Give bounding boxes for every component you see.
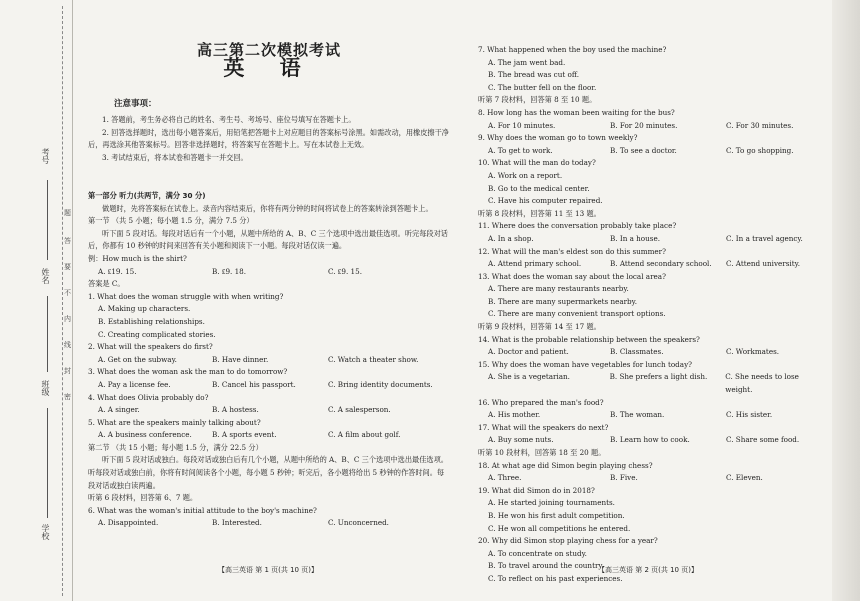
page-edge-shadow [832,0,860,601]
page-footer: 【高三英语 第 2 页(共 10 页)】 [598,566,698,574]
binding-strip [0,0,73,601]
example-options [88,266,450,279]
page-1 [88,0,450,601]
option: C. Workmates. [726,347,780,357]
option: A. To concentrate on study. [488,548,587,558]
option: B. Establishing relationships. [98,316,205,326]
options-row [478,346,828,359]
option: A. Three. [488,473,522,483]
options-row [88,429,450,442]
option: B. She prefers a light dish. [609,372,708,382]
question: 4. What does Olivia probably do? [88,392,209,402]
fold-char: 要 [64,263,71,271]
question: 8. How long has the woman been waiting for the bus? [478,107,675,117]
option: A. For 10 minutes. [488,120,556,130]
question: 听第 9 段材料，回答第 14 至 17 题。 [478,322,601,332]
option: A. A business conference. [98,430,192,440]
question: 19. What did Simon do in 2018? [478,485,595,495]
option: B. A hostess. [212,405,259,415]
option: C. He won all competitions he entered. [488,523,631,533]
option: C. Watch a theater show. [328,354,419,364]
question: 3. What does the woman ask the man to do tomorrow? [88,367,288,377]
candidate-number-line [47,180,48,260]
options-row [478,472,828,485]
option: B. The bread was cut off. [488,70,579,80]
note-item: 1. 答题前，考生务必将自己的姓名、考生号、考场号、座位号填写在答题卡上。 [102,115,356,124]
options-row [478,371,828,396]
options-row [88,379,450,392]
example-answer: 答案是 C。 [88,279,125,289]
option: B. To travel around the country. [488,561,604,571]
option: A. To get to work. [488,145,553,155]
option: B. For 20 minutes. [610,120,678,130]
option: C. Share some food. [726,435,800,445]
option: C. A film about golf. [328,430,401,440]
section1-heading: 第一节 （共 5 小题；每小题 1.5 分，满分 7.5 分） [88,216,254,226]
option: C. She needs to lose weight. [725,372,799,395]
option: A. She is a vegetarian. [488,372,570,382]
option: B. Learn how to cook. [610,435,690,445]
note-item: 2. 回答选择题时，选出每小题答案后，用铅笔把答题卡上对应题目的答案标号涂黑。如需改动，用橡皮擦干净后，再选涂其他答案标号。回答非选择题时，将答案写在答题卡上。写在本试卷上无效。 [88,127,449,150]
note-item: 3. 考试结束后，将本试卷和答题卡一并交回。 [102,152,248,162]
question: 13. What does the woman say about the local area? [478,271,666,281]
option: B. Five. [610,473,638,483]
option: B. In a house. [610,233,660,243]
option: A. Get on the subway. [98,354,177,364]
option: A. Attend primary school. [488,259,582,269]
option: A. There are many restaurants nearby. [488,284,629,294]
option: C. The butter fell on the floor. [488,82,597,92]
option: A. A singer. [98,405,140,415]
options-row [478,409,828,422]
option: B. The woman. [610,410,665,420]
options-row [478,120,828,133]
option: C. In a travel agency. [726,233,803,243]
question: 听第 8 段材料，回答第 11 至 13 题。 [478,208,601,218]
option: C. Bring identity documents. [328,379,433,389]
option: B. Go to the medical center. [488,183,590,193]
question: 2. What will the speakers do first? [88,342,213,352]
subject-title: 英 语 [223,56,315,80]
question: 12. What will the man's eldest son do this summer? [478,246,666,256]
fold-char: 封 [64,367,71,375]
option: B. Interested. [212,518,262,528]
option: C. His sister. [726,410,773,420]
label-name: 姓名 [41,268,50,284]
option: B. A sports event. [212,430,277,440]
question: 15. Why does the woman have vegetables for lunch today? [478,359,692,369]
fold-char: 不 [64,289,71,297]
fold-line [62,6,63,596]
option: B. Classmates. [610,347,664,357]
option: A. Doctor and patient. [488,347,569,357]
option: C. Eleven. [726,473,763,483]
option: B. There are many supermarkets nearby. [488,296,638,306]
label-school: 学校 [41,524,50,540]
right-question-list [478,44,828,586]
exam-title: 高三第二次模拟考试 [196,41,341,59]
option: A. Buy some nuts. [488,435,554,445]
option: B. Attend secondary school. [610,259,712,269]
options-row [88,354,450,367]
fold-char: 答 [64,237,71,245]
option: B. Cancel his passport. [212,379,296,389]
part1-intro: 做题时，先将答案标在试卷上。录音内容结束后，你将有两分钟的时间将试卷上的答案转涂到答题卡上。 [102,203,433,213]
option: C. For 30 minutes. [726,120,794,130]
question: 9. Why does the woman go to town weekly? [478,133,638,143]
option: C. Creating complicated stories. [98,329,216,339]
fold-char: 内 [64,315,71,323]
part1-heading: 第一部分 听力(共两节，满分 30 分) [88,191,206,200]
fold-char: 线 [64,341,71,349]
option: A. In a shop. [488,233,534,243]
options-row [88,517,450,530]
option: B. Have dinner. [212,354,269,364]
question: 10. What will the man do today? [478,158,596,168]
question: 5. What are the speakers mainly talking about? [88,417,261,427]
section2-heading: 第二节 （共 15 小题；每小题 1.5 分，满分 22.5 分） [88,442,263,452]
notes-heading: 注意事项： [114,99,157,109]
options-row [478,233,828,246]
options-row [478,434,828,447]
option: A. The jam went bad. [488,57,566,67]
option: A. Work on a report. [488,170,563,180]
example-question: 例：How much is the shirt? [88,253,187,263]
question: 7. What happened when the boy used the machine? [478,45,667,54]
option: C. Attend university. [726,259,800,269]
option: A. Making up characters. [98,304,191,314]
page-2 [478,0,828,601]
question: 14. What is the probable relationship between the speakers? [478,334,700,344]
option: B. To see a doctor. [610,145,677,155]
label-class: 班级 [41,380,50,396]
notes-list [88,114,450,164]
options-row [478,258,828,271]
section1-intro: 听下面 5 段对话。每段对话后有一个小题，从题中所给的 A、B、C 三个选项中选出最佳选项。听完每段对话后，你都有 10 秒钟的时间来回答有关小题和阅读下一小题。每段对话仅读一遍。 [88,228,448,251]
option: A. He started joining tournaments. [488,498,615,508]
question: 11. Where does the conversation probably take place? [478,221,677,231]
question: 16. Who prepared the man's food? [478,397,604,407]
option: C. To go shopping. [726,145,794,155]
label-candidate-number: 考号 [41,148,50,164]
option: B. ₤9. 18. [212,266,247,276]
option: C. Unconcerned. [328,518,389,528]
option: A. His mother. [488,410,541,420]
class-line [47,408,48,518]
question: 18. At what age did Simon begin playing chess? [478,460,653,470]
option: C. A salesperson. [328,405,391,415]
option: B. He won his first adult competition. [488,510,625,520]
name-line [47,296,48,372]
question: 20. Why did Simon stop playing chess for a year? [478,536,658,546]
option: A. Pay a license fee. [98,379,171,389]
part1-block [88,190,450,530]
question: 听第 7 段材料，回答第 8 至 10 题。 [478,95,597,105]
option: A. Disappointed. [98,518,159,528]
question: 6. What was the woman's initial attitude to the boy's machine? [88,505,317,515]
option: C. Have his computer repaired. [488,196,603,206]
option: C. To reflect on his past experiences. [488,573,623,583]
page-footer: 【高三英语 第 1 页(共 10 页)】 [218,566,318,574]
question: 1. What does the woman struggle with when writing? [88,291,284,301]
material-instruction: 听第 6 段材料，回答第 6、7 题。 [88,493,198,503]
option: C. ₤9. 15. [328,266,362,276]
section2-intro: 听下面 5 段对话或独白。每段对话或独白后有几个小题，从题中所给的 A、B、C 三个选项中选出最佳选项。听每段对话或独白前，你将有时间阅读各个小题，每小题 5 秒钟；听完后，各小题将给出 5 秒钟的作答时间。每段对话或独白读两遍。 [88,455,448,490]
options-row [478,145,828,158]
option: C. There are many convenient transport options. [488,309,666,319]
option: A. ₤19. 15. [98,266,137,276]
question: 听第 10 段材料，回答第 18 至 20 题。 [478,448,606,457]
question: 17. What will the speakers do next? [478,422,609,432]
fold-char: 密 [64,393,71,401]
options-row [88,404,450,417]
fold-char: 题 [64,209,71,217]
